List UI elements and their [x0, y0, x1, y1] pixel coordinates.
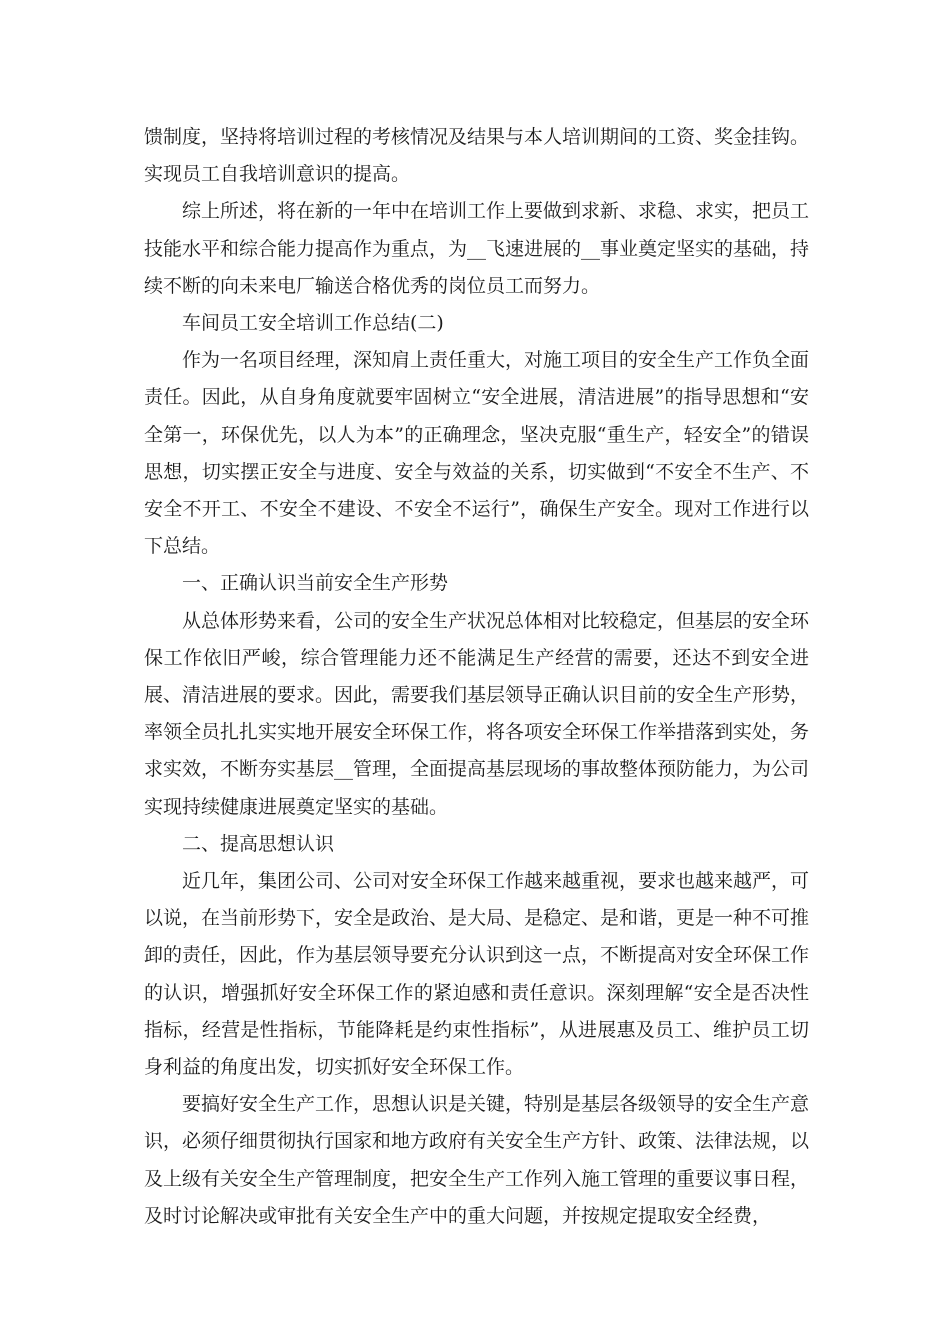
paragraph-awareness: 近几年，集团公司、公司对安全环保工作越来越重视，要求也越来越严，可以说，在当前形势下，安全是政治、是大局、是稳定、是和谐，更是一种不可推卸的责任，因此，作为基层领导要充分认识到这一点，不断提高对安全环保工作的认识，增强抓好安全环保工作的紧迫感和责任意识。深刻理解“安全是否决性指标，经营是性指标，节能降耗是约束性指标”，从进展惠及员工、维护员工切身利益的角度出发，切实抓好安全环保工作。: [144, 870, 810, 1079]
paragraph-summary: 综上所述，将在新的一年中在培训工作上要做到求新、求稳、求实，把员工技能水平和综合能力提高作为重点，为__飞速进展的__事业奠定坚实的基础，持续不断的向未来电厂输送合格优秀的岗位员工而努力。: [144, 200, 810, 297]
heading-two: 二、提高思想认识: [182, 832, 335, 855]
section-title: 车间员工安全培训工作总结(二): [182, 312, 444, 335]
paragraph-continuation: 馈制度，坚持将培训过程的考核情况及结果与本人培训期间的工资、奖金挂钩。实现员工自我培训意识的提高。: [144, 126, 810, 186]
heading-one: 一、正确认识当前安全生产形势: [182, 572, 449, 595]
paragraph-key-thinking: 要搞好安全生产工作，思想认识是关键，特别是基层各级领导的安全生产意识，必须仔细贯彻执行国家和地方政府有关安全生产方针、政策、法律法规，以及上级有关安全生产管理制度，把安全生产工作列入施工管理的重要议事日程，及时讨论解决或审批有关安全生产中的重大问题，并按规定提取安全经费，: [144, 1093, 810, 1227]
paragraph-situation: 从总体形势来看，公司的安全生产状况总体相对比较稳定，但基层的安全环保工作依旧严峻，综合管理能力还不能满足生产经营的需要，还达不到安全进展、清洁进展的要求。因此，需要我们基层领导正确认识目前的安全生产形势，率领全员扎扎实实地开展安全环保工作，将各项安全环保工作举措落到实处，务求实效，不断夯实基层__管理，全面提高基层现场的事故整体预防能力，为公司实现持续健康进展奠定坚实的基础。: [144, 609, 810, 818]
document-body: [144, 119, 809, 1235]
paragraph-intro: 作为一名项目经理，深知肩上责任重大，对施工项目的安全生产工作负全面责任。因此，从自身角度就要牢固树立“安全进展，清洁进展”的指导思想和“安全第一，环保优先，以人为本”的正确理念，坚决克服“重生产，轻安全”的错误思想，切实摆正安全与进度、安全与效益的关系，切实做到“不安全不生产、不安全不开工、不安全不建设、不安全不运行”，确保生产安全。现对工作进行以下总结。: [144, 349, 810, 558]
